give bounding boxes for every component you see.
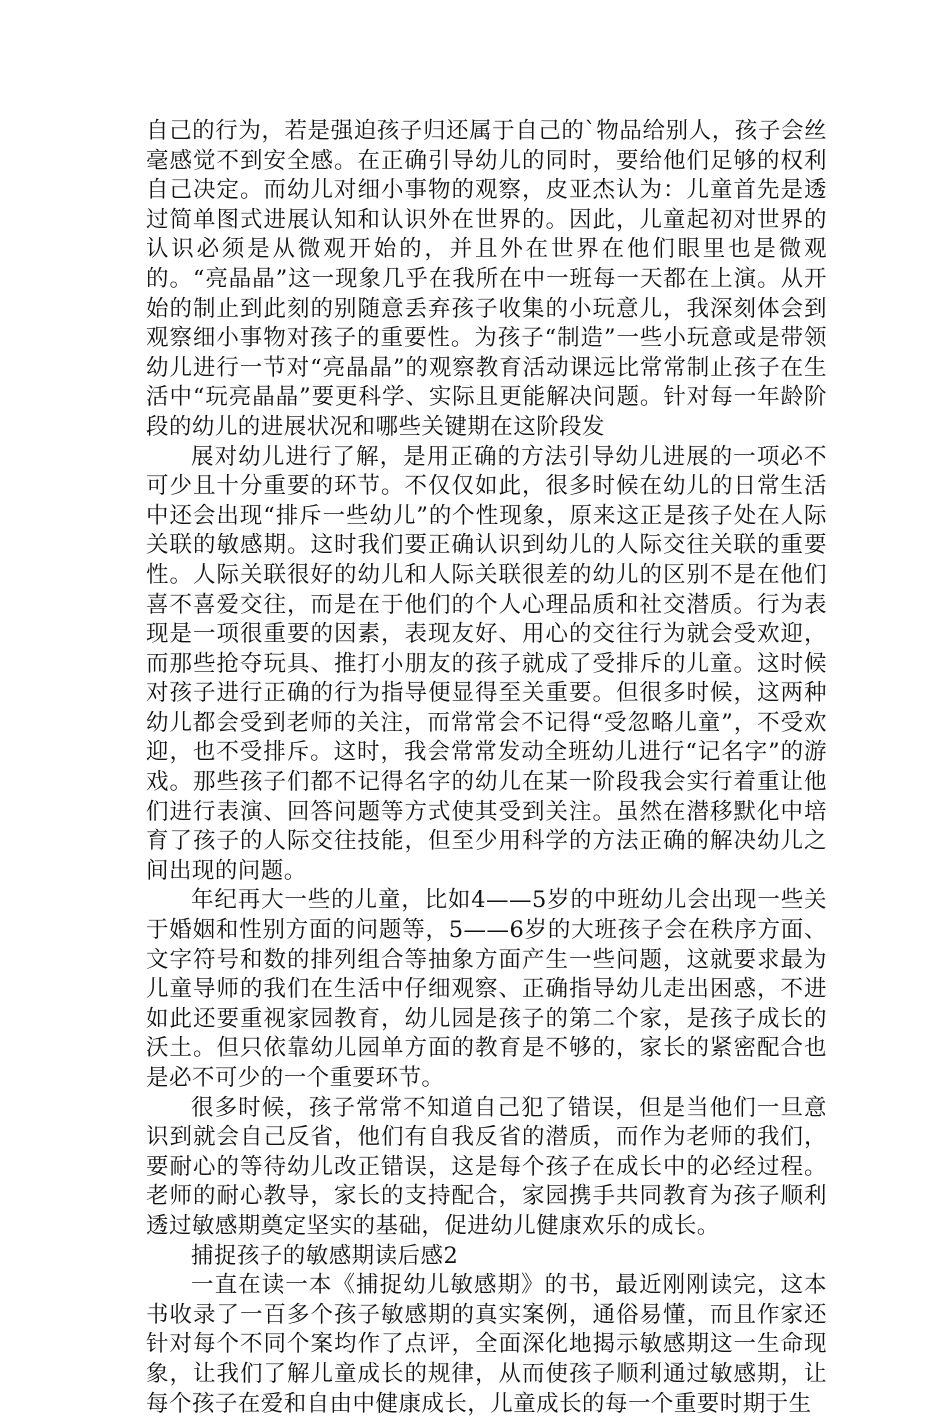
- body-paragraph: 展对幼儿进行了解，是用正确的方法引导幼儿进展的一项必不可少且十分重要的环节。不仅仅如此，很多时候在幼儿的日常生活中还会出现“排斥一些幼儿”的个性现象，原来这正是孩子处在人际关联的敏感期。这时我们要正确认识到幼儿的人际交往关联的重要性。人际关联很好的幼儿和人际关联很差的幼儿的区别不是在他们喜不喜爱交往，而是在于他们的个人心理品质和社交潜质。行为表现是一项很重要的因素，表现友好、用心的交往行为就会受欢迎，而那些抢夺玩具、推打小朋友的孩子就成了受排斥的儿童。这时候对孩子进行正确的行为指导便显得至关重要。但很多时候，这两种幼儿都会受到老师的关注，而常常会不记得“受忽略儿童”，不受欢迎，也不受排斥。这时，我会常常发动全班幼儿进行“记名字”的游戏。那些孩子们都不记得名字的幼儿在某一阶段我会实行着重让他们进行表演、回答问题等方式使其受到关注。虽然在潜移默化中培育了孩子的人际交往技能，但至少用科学的方法正确的解决幼儿之间出现的问题。: [146, 443, 827, 884]
- body-paragraph: 很多时候，孩子常常不知道自己犯了错误，但是当他们一旦意识到就会自己反省，他们有自我反省的潜质，而作为老师的我们，要耐心的等待幼儿改正错误，这是每个孩子在成长中的必经过程。老师的耐心教导，家长的支持配合，家园携手共同教育为孩子顺利透过敏感期奠定坚实的基础，促进幼儿健康欢乐的成长。: [146, 1094, 827, 1239]
- document-page: [146, 117, 827, 1419]
- body-paragraph: 自己的行为，若是强迫孩子归还属于自己的`物品给别人，孩子会丝毫感觉不到安全感。在正确引导幼儿的同时，要给他们足够的权利自己决定。而幼儿对细小事物的观察，皮亚杰认为：儿童首先是透过简单图式进展认知和认识外在世界的。因此，儿童起初对世界的认识必须是从微观开始的，并且外在世界在他们眼里也是微观的。“亮晶晶”这一现象几乎在我所在中一班每一天都在上演。从开始的制止到此刻的别随意丢弃孩子收集的小玩意儿，我深刻体会到观察细小事物对孩子的重要性。为孩子“制造”一些小玩意或是带领幼儿进行一节对“亮晶晶”的观察教育活动课远比常常制止孩子在生活中“玩亮晶晶”要更科学、实际且更能解决问题。针对每一年龄阶段的幼儿的进展状况和哪些关键期在这阶段发: [146, 118, 827, 440]
- body-paragraph: 年纪再大一些的儿童，比如4——5岁的中班幼儿会出现一些关于婚姻和性别方面的问题等，5——6岁的大班孩子会在秩序方面、文字符号和数的排列组合等抽象方面产生一些问题，这就要求最为儿童导师的我们在生活中仔细观察、正确指导幼儿走出困惑，不进如此还要重视家园教育，幼儿园是孩子的第二个家，是孩子成长的沃土。但只依靠幼儿园单方面的教育是不够的，家长的紧密配合也是必不可少的一个重要环节。: [146, 887, 827, 1091]
- section-heading: 捕捉孩子的敏感期读后感2: [191, 1242, 459, 1269]
- body-paragraph: 一直在读一本《捕捉幼儿敏感期》的书，最近刚刚读完，这本书收录了一百多个孩子敏感期的真实案例，通俗易懂，而且作家还针对每个不同个案均作了点评，全面深化地揭示敏感期这一生命现象，让我们了解儿童成长的规律，从而使孩子顺利通过敏感期，让每个孩子在爱和自由中健康成长，儿童成长的每一个重要时期于生: [146, 1272, 827, 1417]
